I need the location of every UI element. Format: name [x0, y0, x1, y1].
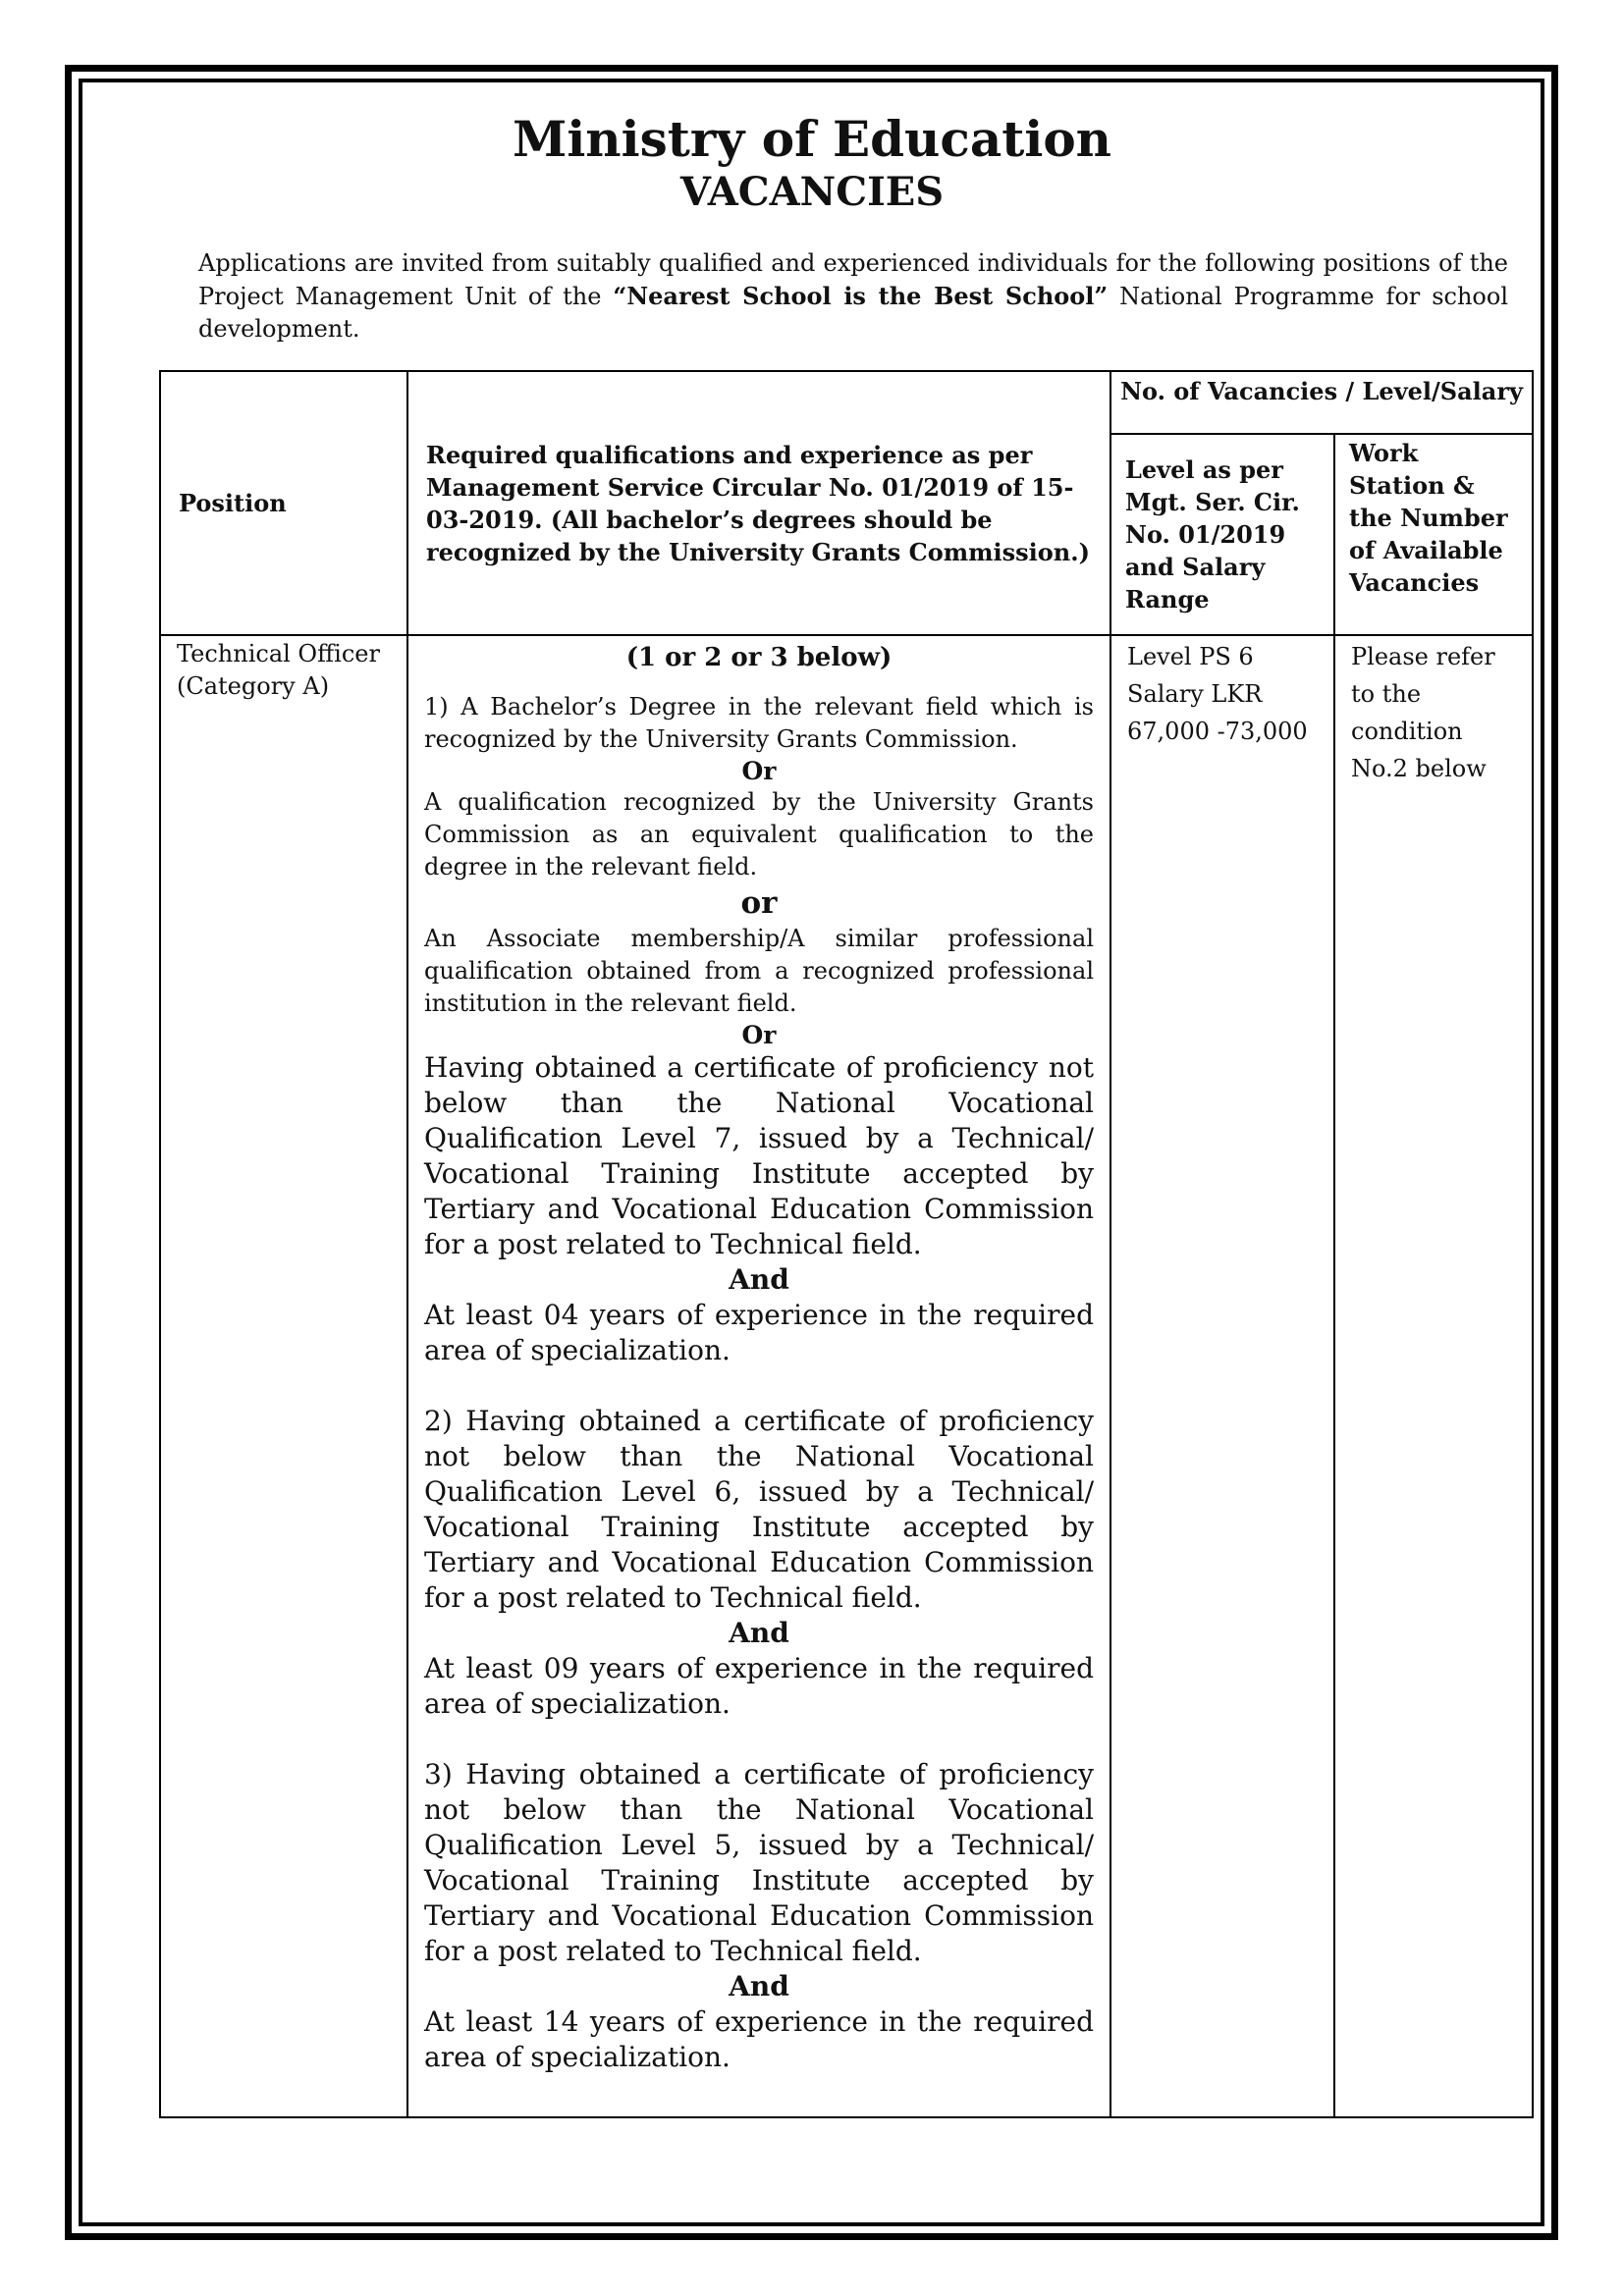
- work-station-line: to the: [1351, 680, 1422, 708]
- header-requirements: Required qualifications and experience as per Management Service Circular No. 01/2019 of 15-03-2019. (All bachelor’s degrees should be recognized by the University Grants Commission.): [407, 371, 1110, 635]
- req-experience-04-years: At least 04 years of experience in the required area of specialization.: [424, 1299, 1094, 1366]
- level-value: Level PS 6: [1127, 643, 1254, 670]
- vacancies-table: [159, 370, 1534, 2118]
- req-separator-and: And: [729, 1617, 789, 1649]
- spacer: [424, 1722, 1094, 1757]
- header-level-salary: Level as per Mgt. Ser. Cir. No. 01/2019 and Salary Range: [1110, 434, 1334, 635]
- salary-label: Salary LKR: [1127, 680, 1263, 708]
- work-station-line: Please refer: [1351, 643, 1495, 670]
- req-separator-and: And: [729, 1970, 789, 2002]
- header-work-station: Work Station & the Number of Available Vacancies: [1334, 434, 1533, 635]
- intro-text-after: National Programme for school development.: [198, 283, 1508, 343]
- req-nvq-level-6: 2) Having obtained a certificate of proficiency not below than the National Vocational Qualification Level 6, issued by a Technical/ Vocational Training Institute accepted by Tertiary and Vocational Education Commission for a post related to Technical field.: [424, 1405, 1094, 1614]
- req-separator-or: or: [740, 885, 778, 921]
- work-station-line: No.2 below: [1351, 755, 1487, 782]
- header-vacancies-group: No. of Vacancies / Level/Salary: [1110, 371, 1533, 434]
- spacer: [424, 1368, 1094, 1404]
- req-equivalent-qualification: A qualification recognized by the University Grants Commission as an equivalent qualification to the degree in the relevant field.: [424, 788, 1094, 881]
- position-category: (Category A): [177, 672, 330, 700]
- req-separator-or: Or: [741, 757, 777, 785]
- level-salary-cell: [1110, 635, 1334, 2117]
- work-station-cell: [1334, 635, 1533, 2117]
- table-header-row: [160, 371, 1533, 434]
- req-separator-and: And: [729, 1263, 789, 1296]
- options-heading: (1 or 2 or 3 below): [625, 643, 893, 672]
- table-row: [160, 635, 1533, 2117]
- req-experience-09-years: At least 09 years of experience in the required area of specialization.: [424, 1652, 1094, 1720]
- page-subtitle: VACANCIES: [679, 169, 945, 215]
- req-experience-14-years: At least 14 years of experience in the required area of specialization.: [424, 2005, 1094, 2073]
- position-title: Technical Officer: [177, 640, 380, 667]
- programme-name: “Nearest School is the Best School”: [613, 282, 1109, 310]
- intro-text-before: Applications are invited from suitably qualified and experienced individuals for the following positions of the Project Management Unit of the: [198, 249, 1508, 310]
- req-associate-membership: An Associate membership/A similar professional qualification obtained from a recognized professional institution in the relevant field.: [424, 925, 1094, 1017]
- req-separator-or: Or: [741, 1021, 777, 1049]
- salary-range: 67,000 -73,000: [1127, 718, 1308, 745]
- page-title: Ministry of Education: [512, 110, 1112, 168]
- requirements-cell: [407, 635, 1110, 2117]
- req-nvq-level-7: Having obtained a certificate of proficiency not below than the National Vocational Qualification Level 7, issued by a Technical/ Vocational Training Institute accepted by Tertiary and Vocational Education Commission for a post related to Technical field.: [424, 1051, 1094, 1260]
- req-bachelors-degree: 1) A Bachelor’s Degree in the relevant field which is recognized by the University Grants Commission.: [424, 693, 1094, 753]
- position-cell: [160, 635, 407, 2117]
- req-nvq-level-5: 3) Having obtained a certificate of proficiency not below than the National Vocational Qualification Level 5, issued by a Technical/ Vocational Training Institute accepted by Tertiary and Vocational Education Commission for a post related to Technical field.: [424, 1758, 1094, 1967]
- header-position: Position: [160, 371, 407, 635]
- work-station-line: condition: [1351, 718, 1463, 745]
- intro-paragraph: [198, 247, 1508, 346]
